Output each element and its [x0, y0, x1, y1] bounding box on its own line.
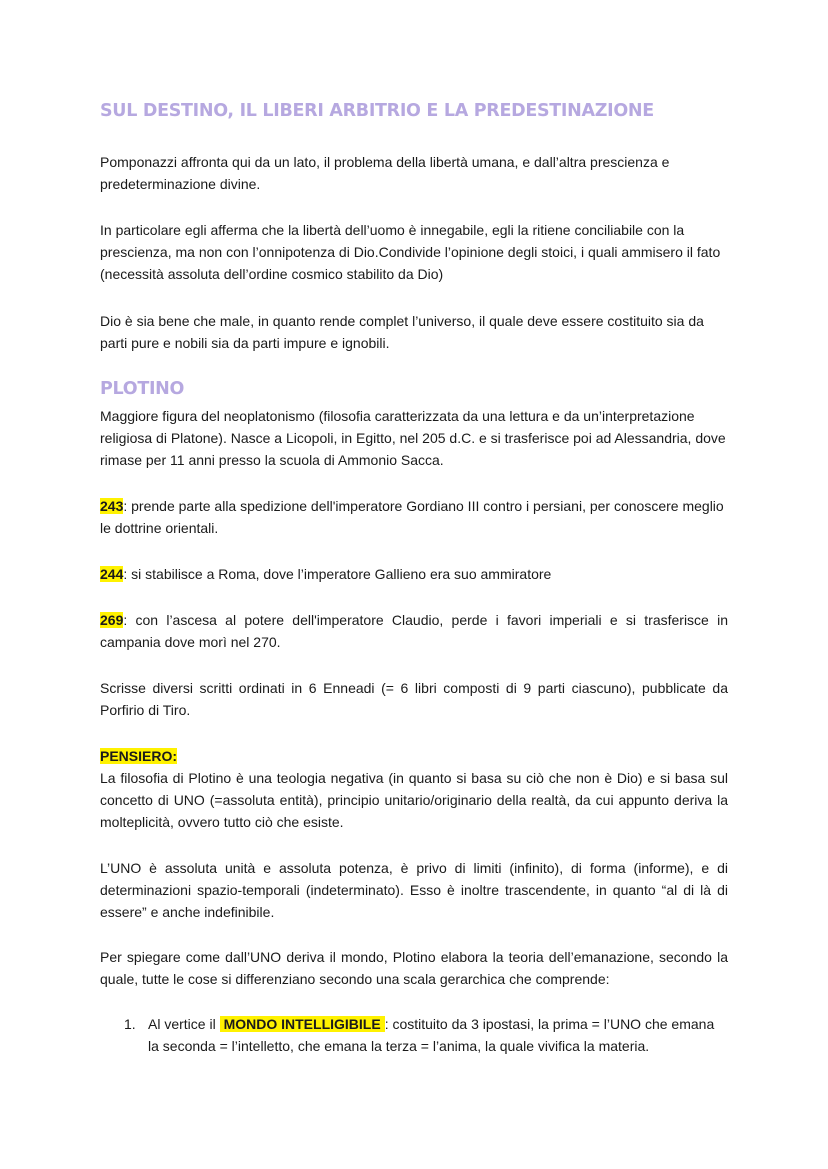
pensiero-label: PENSIERO:	[100, 748, 178, 764]
paragraph-pomponazzi: Pomponazzi affronta qui da un lato, il problema della libertà umana, e dall’altra prescienza e predeterminazione divine.	[100, 154, 670, 192]
year-highlight: 243	[100, 498, 124, 514]
event-text: : con l’ascesa al potere dell'imperatore Claudio, perde i favori imperiali e si trasferisce in campania dove morì nel 270.	[100, 612, 728, 650]
paragraph-dio-bene-male: Dio è sia bene che male, in quanto rende complet l’universo, il quale deve essere costituito sia da parti pure e nobili sia da parti impure e ignobili.	[100, 313, 704, 351]
paragraph-plotino-intro: Maggiore figura del neoplatonismo (filosofia caratterizzata da una lettura e da un’interpretazione religiosa di Platone). Nasce a Licopoli, in Egitto, nel 205 d.C. e si trasferisce poi ad Alessandria, dove rimase per 11 anni presso la scuola di Ammonio Sacca.	[100, 408, 726, 468]
event-text: : si stabilisce a Roma, dove l’imperatore Gallieno era suo ammiratore	[123, 566, 552, 582]
list-item	[148, 1013, 728, 1057]
list-item-rest: : costituito da 3 ipostasi, la prima = l’UNO che emana la seconda = l’intelletto, che emana la terza = l’anima, la quale vivifica la materia.	[148, 1016, 715, 1054]
mondo-intelligibile-highlight: MONDO INTELLIGIBILE	[220, 1016, 385, 1032]
section-title-destino: SUL DESTINO, IL LIBERI ARBITRIO E LA PREDESTINAZIONE	[100, 101, 654, 121]
list-item-prefix: Al vertice il	[148, 1016, 220, 1032]
paragraph-uno: L’UNO è assoluta unità e assoluta potenza, è privo di limiti (infinito), di forma (informe), e di determinazioni spazio-temporali (indeterminato). Esso è inoltre trascendente, in quanto “al di là di essere” e anche indefinibile.	[100, 860, 728, 920]
section-title-plotino: PLOTINO	[100, 379, 185, 399]
list-item-number: 1.	[124, 1016, 136, 1032]
paragraph-liberta: In particolare egli afferma che la libertà dell’uomo è innegabile, egli la ritiene conciliabile con la prescienza, ma non con l’onnipotenza di Dio.Condivide l’opinione degli stoici, i quali ammisero il fato (necessità assoluta dell’ordine cosmico stabilito da Dio)	[100, 222, 721, 282]
event-243	[100, 495, 728, 539]
event-244	[100, 563, 728, 585]
year-highlight: 244	[100, 566, 124, 582]
paragraph-enneadi: Scrisse diversi scritti ordinati in 6 Enneadi (= 6 libri composti di 9 parti ciascuno), pubblicate da Porfirio di Tiro.	[100, 680, 728, 718]
event-text: : prende parte alla spedizione dell'imperatore Gordiano III contro i persiani, per conoscere meglio le dottrine orientali.	[100, 498, 724, 536]
event-269	[100, 609, 728, 653]
paragraph-emanazione: Per spiegare come dall’UNO deriva il mondo, Plotino elabora la teoria dell’emanazione, secondo la quale, tutte le cose si differenziano secondo una scala gerarchica che comprende:	[100, 949, 728, 987]
paragraph-teologia-negativa: La filosofia di Plotino è una teologia negativa (in quanto si basa su ciò che non è Dio) e si basa sul concetto di UNO (=assoluta entità), principio unitario/originario della realtà, da cui appunto deriva la molteplicità, ovvero tutto ciò che esiste.	[100, 770, 728, 830]
pensiero-label-line	[100, 745, 728, 767]
year-highlight: 269	[100, 612, 124, 628]
